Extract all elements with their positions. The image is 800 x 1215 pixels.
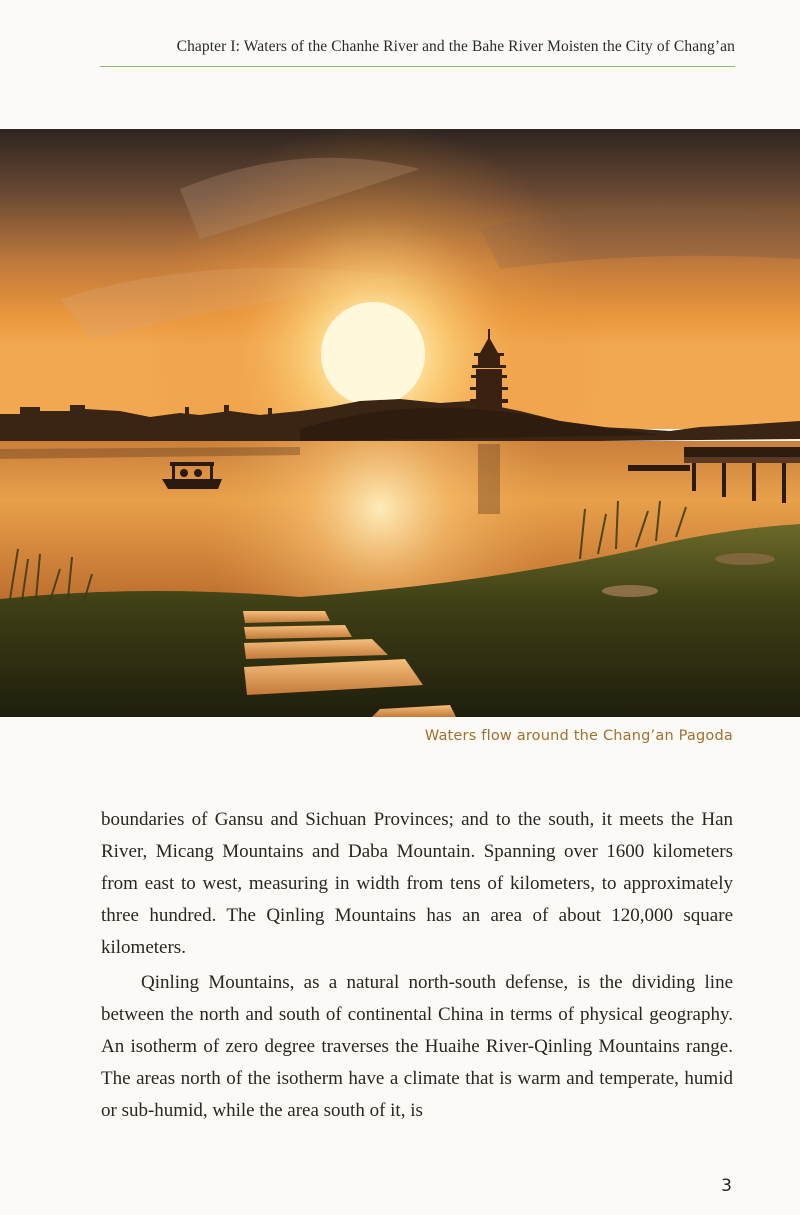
running-head: Chapter I: Waters of the Chanhe River and the Bahe River Moisten the City of Chang’an <box>176 38 735 55</box>
paragraph: Qinling Mountains, as a natural north-south defense, is the dividing line between the north and south of continental China in terms of physical geography. An isotherm of zero degree traverses the Huaihe River-Qinling Mountains range. The areas north of the isotherm have a climate that is warm and temperate, humid or sub-humid, while the area south of it, is <box>101 972 733 1121</box>
sunset-pagoda-photo <box>0 129 800 717</box>
header-rule <box>100 66 735 67</box>
paragraph: boundaries of Gansu and Sichuan Provinces; and to the south, it meets the Han River, Micang Mountains and Daba Mountain. Spanning over 1600 kilometers from east to west, measuring in width from tens of kilometers, to approximately three hundred. The Qinling Mountains has an area of about 120,000 square kilometers. <box>101 809 733 958</box>
figure-caption: Waters flow around the Chang’an Pagoda <box>424 728 733 744</box>
body-text <box>101 804 733 1127</box>
page-number: 3 <box>721 1176 732 1196</box>
